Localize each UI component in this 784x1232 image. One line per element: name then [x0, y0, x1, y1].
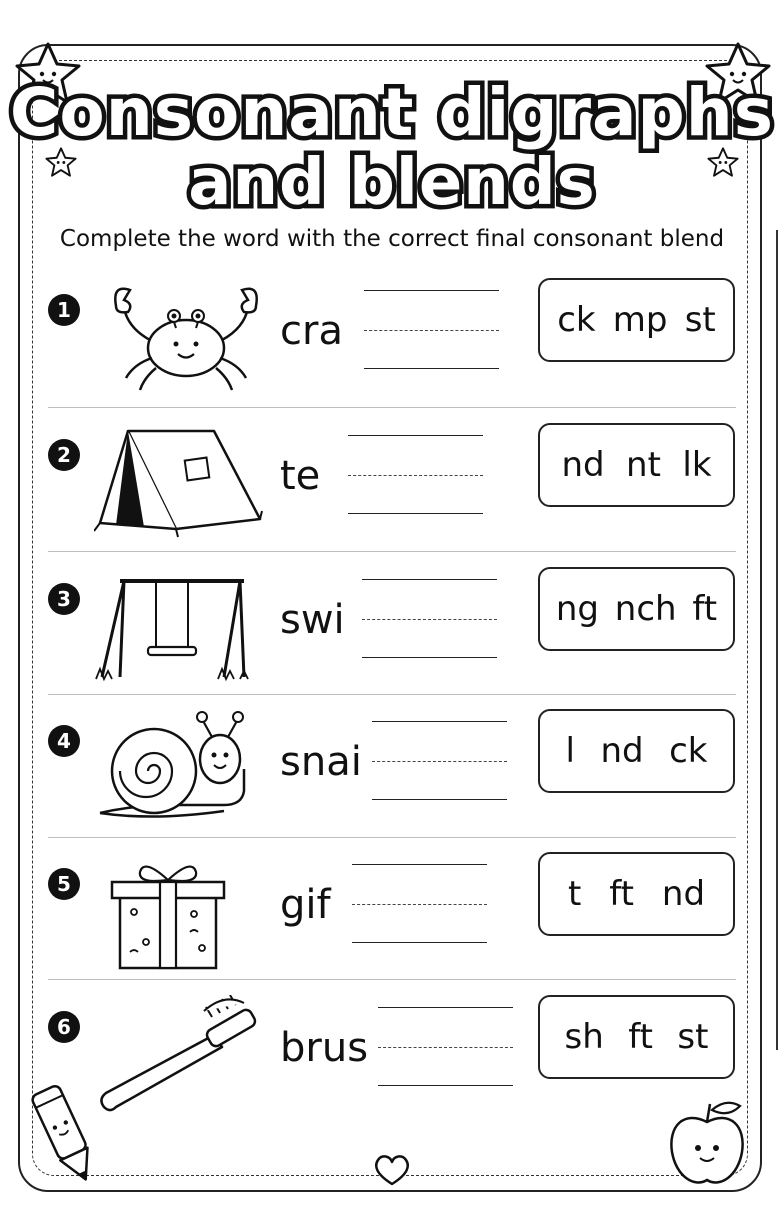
options-box — [538, 423, 735, 507]
apple-icon — [664, 1096, 750, 1190]
row-divider — [48, 979, 736, 980]
exercise-row — [36, 559, 736, 702]
option: nt — [626, 445, 661, 485]
option: nch — [614, 589, 677, 629]
option: ft — [628, 1017, 653, 1057]
item-number: 6 — [48, 1011, 80, 1043]
option: ck — [557, 300, 596, 340]
page-title-line-2: and blends — [188, 146, 596, 220]
answer-lines[interactable] — [372, 721, 507, 801]
partial-word: swi — [280, 597, 345, 643]
toothbrush-icon — [94, 995, 264, 1115]
heart-icon — [372, 1152, 412, 1188]
pencil-icon — [28, 1080, 102, 1190]
answer-lines[interactable] — [362, 579, 497, 659]
option: nd — [561, 445, 605, 485]
option: nd — [600, 731, 644, 771]
answer-lines[interactable] — [348, 435, 483, 515]
item-number: 5 — [48, 868, 80, 900]
partial-word: snai — [280, 739, 362, 785]
options-box — [538, 852, 735, 936]
options-box — [538, 709, 735, 793]
item-number: 1 — [48, 294, 80, 326]
exercise-row — [36, 844, 736, 987]
item-number: 4 — [48, 725, 80, 757]
option: ft — [609, 874, 634, 914]
answer-lines[interactable] — [378, 1007, 513, 1087]
option: lk — [682, 445, 712, 485]
item-number: 3 — [48, 583, 80, 615]
item-number: 2 — [48, 439, 80, 471]
instructions: Complete the word with the correct final consonant blend — [59, 226, 725, 252]
row-divider — [48, 551, 736, 552]
answer-lines[interactable] — [364, 290, 499, 370]
exercise-row — [36, 415, 736, 558]
crab-icon — [94, 278, 264, 398]
gift-icon — [94, 852, 264, 972]
page-edge — [776, 230, 784, 1050]
option: st — [684, 300, 716, 340]
option: ck — [669, 731, 708, 771]
swing-icon — [94, 567, 264, 687]
option: nd — [661, 874, 706, 914]
exercise-row — [36, 701, 736, 844]
partial-word: brus — [280, 1025, 369, 1071]
snail-icon — [94, 709, 264, 829]
exercise-row — [36, 987, 736, 1130]
exercise-row — [36, 270, 736, 413]
options-box — [538, 567, 735, 651]
option: ft — [692, 589, 718, 629]
option: ng — [555, 589, 599, 629]
row-divider — [48, 694, 736, 695]
partial-word: te — [280, 453, 321, 499]
option: st — [677, 1017, 709, 1057]
partial-word: cra — [280, 308, 343, 354]
tent-icon — [94, 423, 264, 543]
page-title: Consonant digraphs — [9, 74, 775, 151]
option: t — [567, 874, 582, 914]
partial-word: gif — [280, 882, 331, 928]
option: mp — [612, 300, 668, 340]
row-divider — [48, 407, 736, 408]
options-box — [538, 278, 735, 362]
options-box — [538, 995, 735, 1079]
row-divider — [48, 837, 736, 838]
answer-lines[interactable] — [352, 864, 487, 944]
option: sh — [564, 1017, 604, 1057]
option: l — [565, 731, 575, 771]
